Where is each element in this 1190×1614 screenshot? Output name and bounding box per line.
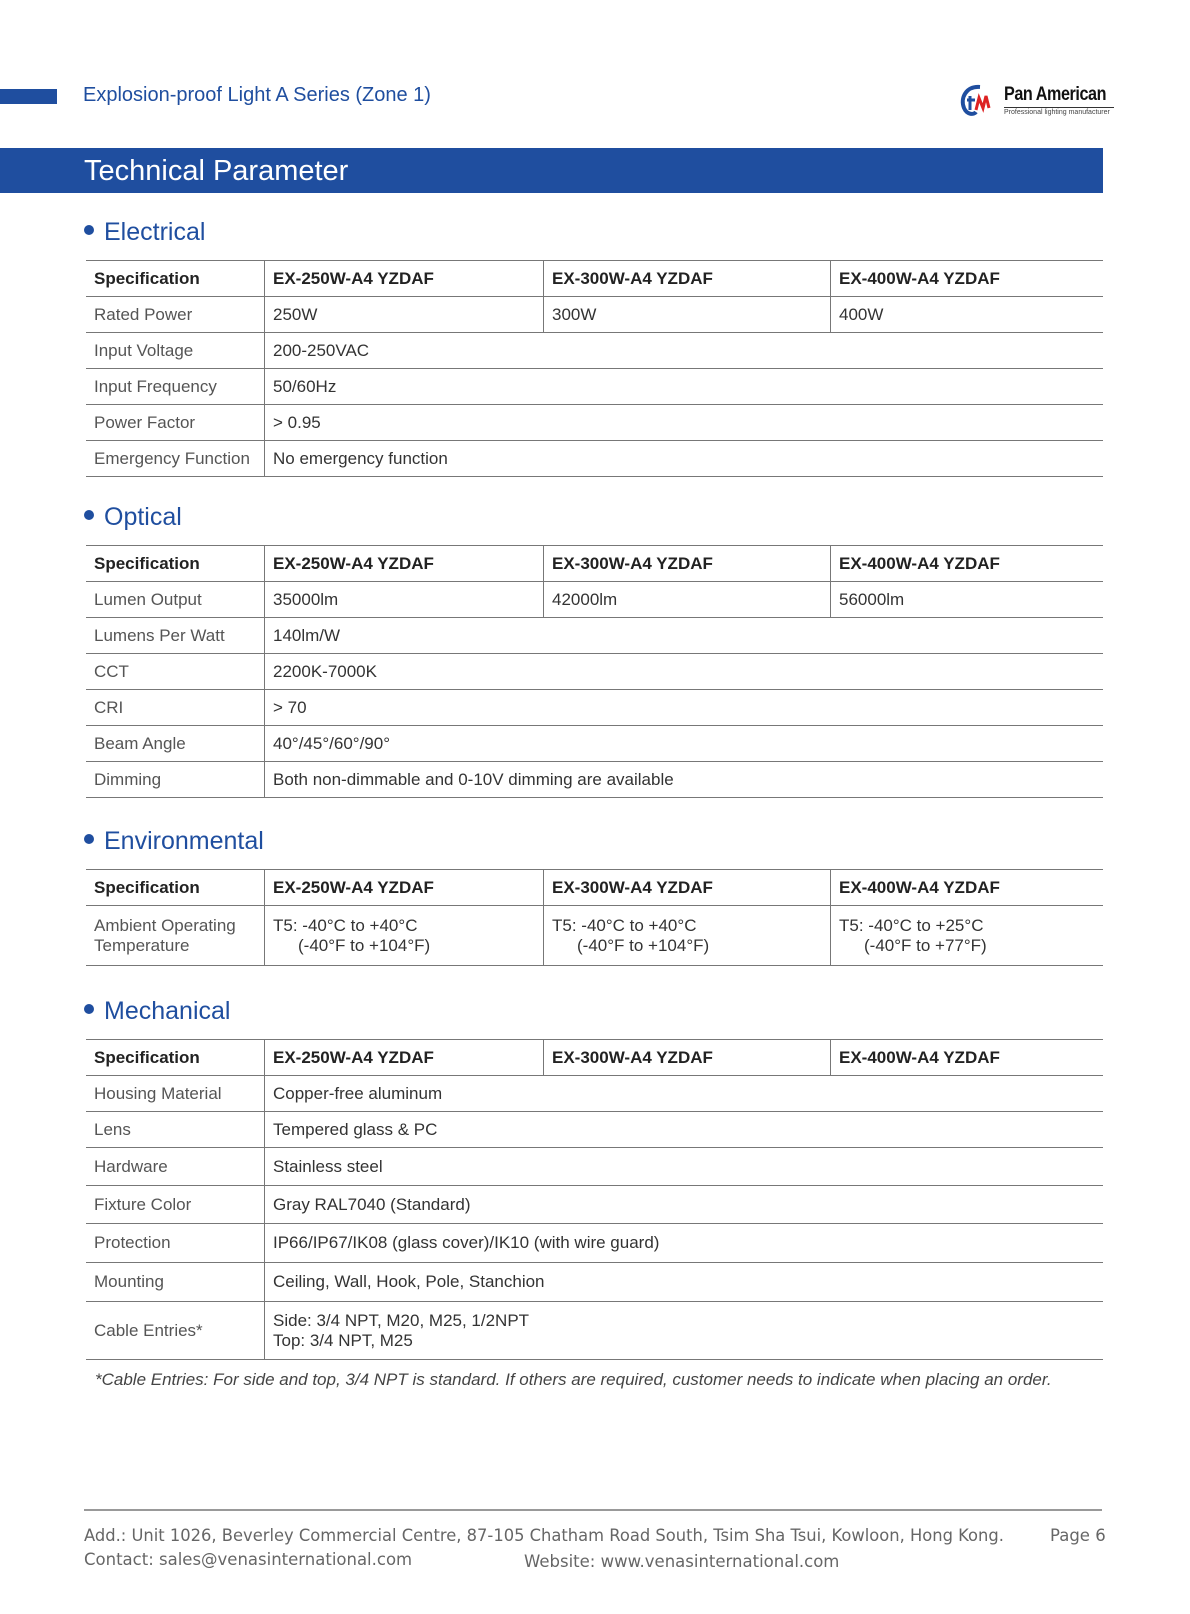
table-cell: 42000lm xyxy=(544,582,831,618)
table-cell: 300W xyxy=(544,297,831,333)
table-cell: Lumen Output xyxy=(86,582,265,618)
footer-address: Add.: Unit 1026, Beverley Commercial Centre, 87-105 Chatham Road South, Tsim Sha Tsui, Kowloon, Hong Kong. xyxy=(84,1526,1004,1545)
table-cell: Hardware xyxy=(86,1148,265,1186)
table-cell: Beam Angle xyxy=(86,726,265,762)
section-heading-optical: Optical xyxy=(84,503,182,532)
table-row xyxy=(86,906,1103,966)
table-cell: Rated Power xyxy=(86,297,265,333)
table-cell: CRI xyxy=(86,690,265,726)
table-cell: Specification xyxy=(86,546,265,582)
pan-american-logo: Pan American Professional lighting manufacturer xyxy=(958,80,1118,120)
table-cell: EX-250W-A4 YZDAF xyxy=(265,261,544,297)
table-header-row xyxy=(86,870,1103,906)
table-cell: Input Voltage xyxy=(86,333,265,369)
table-row xyxy=(86,618,1103,654)
table-row xyxy=(86,1302,1103,1360)
table-cell: No emergency function xyxy=(265,441,1104,477)
table-cell: 140lm/W xyxy=(265,618,1104,654)
table-cell: Ambient Operating Temperature xyxy=(86,906,265,966)
table-cell: Mounting xyxy=(86,1263,265,1302)
table-row xyxy=(86,1186,1103,1224)
table-row xyxy=(86,762,1103,798)
table-cell: EX-400W-A4 YZDAF xyxy=(831,870,1104,906)
table-row xyxy=(86,369,1103,405)
cable-entries-footnote: *Cable Entries: For side and top, 3/4 NPT is standard. If others are required, customer needs to indicate when placing an order. xyxy=(95,1370,1052,1389)
table-cell: EX-400W-A4 YZDAF xyxy=(831,1040,1104,1076)
accent-bar xyxy=(0,89,57,104)
mechanical-table xyxy=(86,1039,1103,1360)
table-cell: Lens xyxy=(86,1112,265,1148)
page-number: Page 6 xyxy=(1050,1526,1106,1545)
table-cell: Tempered glass & PC xyxy=(265,1112,1104,1148)
table-cell: EX-300W-A4 YZDAF xyxy=(544,1040,831,1076)
table-cell: CCT xyxy=(86,654,265,690)
table-cell: > 0.95 xyxy=(265,405,1104,441)
table-cell: Input Frequency xyxy=(86,369,265,405)
table-header-row xyxy=(86,546,1103,582)
table-cell: 400W xyxy=(831,297,1104,333)
table-cell: Specification xyxy=(86,261,265,297)
table-cell: 50/60Hz xyxy=(265,369,1104,405)
table-cell: 35000lm xyxy=(265,582,544,618)
table-cell: EX-400W-A4 YZDAF xyxy=(831,546,1104,582)
table-cell: 2200K-7000K xyxy=(265,654,1104,690)
table-cell: T5: -40°C to +25°C (-40°F to +77°F) xyxy=(831,906,1104,966)
table-cell: Gray RAL7040 (Standard) xyxy=(265,1186,1104,1224)
title-bar xyxy=(0,148,1103,193)
table-row xyxy=(86,333,1103,369)
table-cell: EX-300W-A4 YZDAF xyxy=(544,261,831,297)
table-cell: Protection xyxy=(86,1224,265,1263)
section-heading-mechanical: Mechanical xyxy=(84,997,230,1026)
logo-mark-icon xyxy=(958,82,994,118)
table-cell: T5: -40°C to +40°C (-40°F to +104°F) xyxy=(265,906,544,966)
table-cell: 250W xyxy=(265,297,544,333)
table-cell: Lumens Per Watt xyxy=(86,618,265,654)
table-cell: EX-300W-A4 YZDAF xyxy=(544,546,831,582)
table-cell: 200-250VAC xyxy=(265,333,1104,369)
table-row xyxy=(86,1148,1103,1186)
table-cell: Both non-dimmable and 0-10V dimming are available xyxy=(265,762,1104,798)
footer-divider xyxy=(84,1509,1102,1511)
table-cell: Side: 3/4 NPT, M20, M25, 1/2NPT Top: 3/4 NPT, M25 xyxy=(265,1302,1104,1360)
table-cell: EX-300W-A4 YZDAF xyxy=(544,870,831,906)
table-cell: EX-250W-A4 YZDAF xyxy=(265,870,544,906)
electrical-table xyxy=(86,260,1103,477)
table-row xyxy=(86,1224,1103,1263)
table-cell: 40°/45°/60°/90° xyxy=(265,726,1104,762)
table-row xyxy=(86,1076,1103,1112)
table-row xyxy=(86,654,1103,690)
series-title: Explosion-proof Light A Series (Zone 1) xyxy=(83,84,431,106)
table-cell: Specification xyxy=(86,1040,265,1076)
table-cell: EX-250W-A4 YZDAF xyxy=(265,1040,544,1076)
table-row xyxy=(86,726,1103,762)
section-heading-environmental: Environmental xyxy=(84,827,264,856)
table-cell: > 70 xyxy=(265,690,1104,726)
table-cell: Fixture Color xyxy=(86,1186,265,1224)
table-row xyxy=(86,405,1103,441)
footer-website: Website: www.venasinternational.com xyxy=(524,1552,840,1571)
table-cell: Ceiling, Wall, Hook, Pole, Stanchion xyxy=(265,1263,1104,1302)
footer-contact: Contact: sales@venasinternational.com xyxy=(84,1550,413,1569)
table-cell: Dimming xyxy=(86,762,265,798)
table-cell: 56000lm xyxy=(831,582,1104,618)
table-cell: Copper-free aluminum xyxy=(265,1076,1104,1112)
table-cell: Specification xyxy=(86,870,265,906)
section-heading-electrical: Electrical xyxy=(84,218,205,247)
table-cell: T5: -40°C to +40°C (-40°F to +104°F) xyxy=(544,906,831,966)
table-cell: Stainless steel xyxy=(265,1148,1104,1186)
table-row xyxy=(86,1112,1103,1148)
table-cell: IP66/IP67/IK08 (glass cover)/IK10 (with wire guard) xyxy=(265,1224,1104,1263)
table-header-row xyxy=(86,1040,1103,1076)
table-cell: EX-400W-A4 YZDAF xyxy=(831,261,1104,297)
table-row xyxy=(86,297,1103,333)
table-cell: Power Factor xyxy=(86,405,265,441)
table-cell: Emergency Function xyxy=(86,441,265,477)
table-cell: EX-250W-A4 YZDAF xyxy=(265,546,544,582)
table-row xyxy=(86,582,1103,618)
table-cell: Housing Material xyxy=(86,1076,265,1112)
optical-table xyxy=(86,545,1103,798)
table-row xyxy=(86,690,1103,726)
environmental-table xyxy=(86,869,1103,966)
table-row xyxy=(86,441,1103,477)
page-title: Technical Parameter xyxy=(84,155,349,187)
table-cell: Cable Entries* xyxy=(86,1302,265,1360)
table-header-row xyxy=(86,261,1103,297)
table-row xyxy=(86,1263,1103,1302)
